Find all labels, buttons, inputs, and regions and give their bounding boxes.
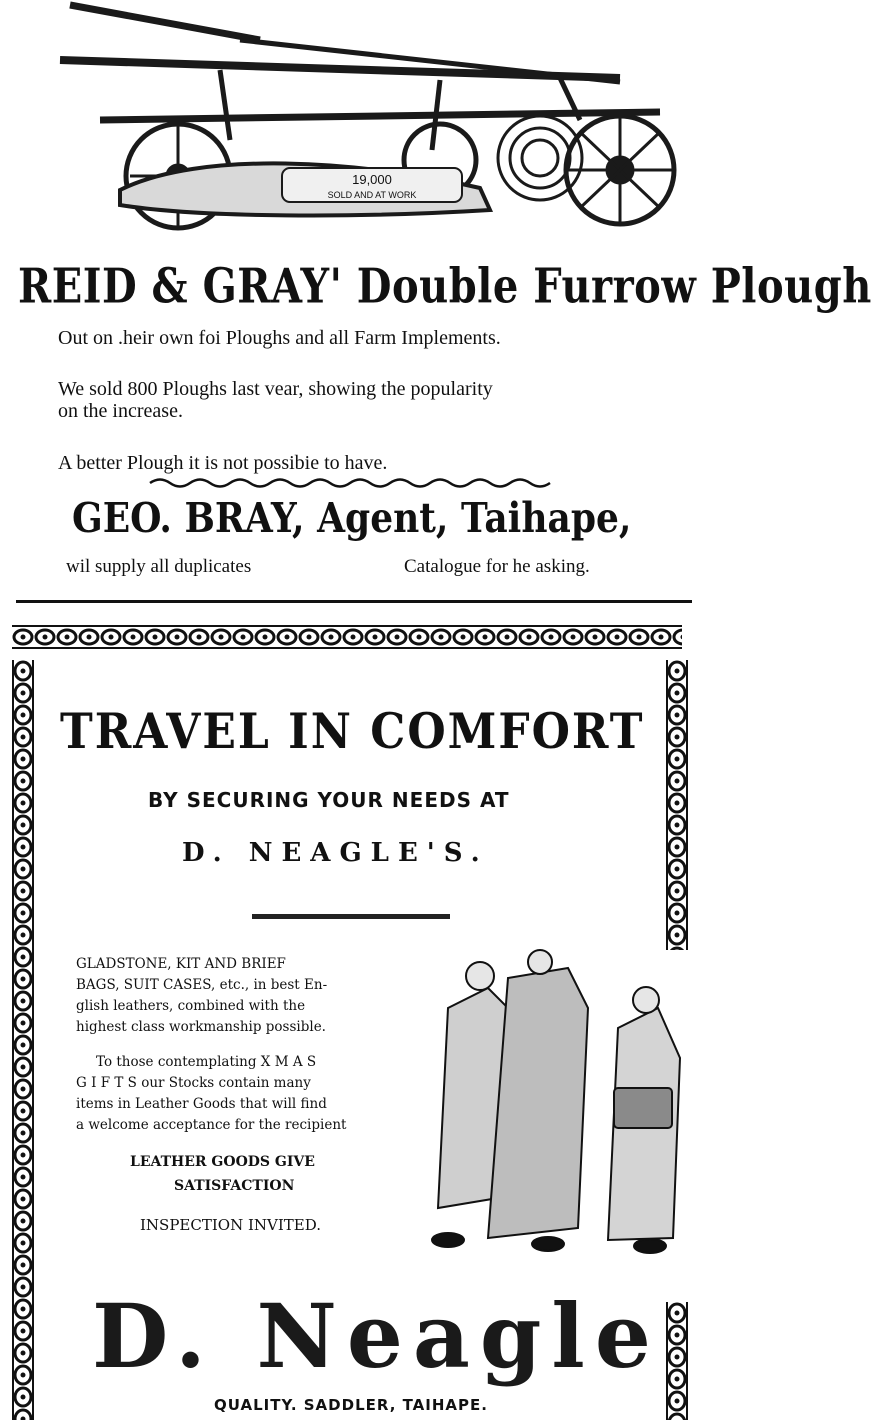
inspection-line: INSPECTION INVITED. [140, 1216, 321, 1234]
ornamental-border-right-lower [664, 1302, 690, 1420]
neagle-advertisement [0, 612, 700, 1423]
plough-line-better: A better Plough it is not possibie to have. [58, 452, 388, 474]
para1-line4: highest class workmanship possible. [76, 1019, 326, 1035]
ornamental-border-top [12, 622, 682, 652]
plough-headline: REID & GRAY' Double Furrow Plough [18, 258, 872, 315]
plate-lettering-count: 19,000 [352, 172, 392, 187]
para1-line1: GLADSTONE, KIT AND BRIEF [76, 956, 286, 972]
plough-line-sold: We sold 800 Ploughs last vear, showing the popularity [58, 378, 493, 400]
travel-headline: TRAVEL IN COMFORT [60, 704, 645, 761]
securing-line: BY SECURING YOUR NEEDS AT [148, 788, 510, 812]
heavy-rule [252, 914, 450, 919]
leather-goods-line: LEATHER GOODS GIVE [130, 1154, 315, 1170]
para2-line4: a welcome acceptance for the recipient [76, 1117, 347, 1133]
para2-line1: To those contemplating X M A S [96, 1054, 317, 1070]
footer-line: QUALITY. SADDLER, TAIHAPE. [214, 1396, 488, 1414]
travellers-illustration [418, 948, 688, 1256]
wavy-rule [150, 476, 560, 490]
section-divider [16, 600, 692, 603]
para2-line2: G I F T S our Stocks contain many [76, 1075, 311, 1091]
catalogue-line: Catalogue for he asking. [404, 556, 590, 577]
para1-line3: glish leathers, combined with the [76, 998, 306, 1014]
plough-illustration [60, 0, 680, 230]
plate-lettering-sold: SOLD AND AT WORK [327, 190, 417, 200]
agent-name: GEO. BRAY, Agent, Taihape, [72, 494, 632, 543]
shop-name-large: D. Neagle [92, 1284, 661, 1388]
plough-line-own: Out on .heir own foi Ploughs and all Farm Implements. [58, 327, 501, 349]
satisfaction-line: SATISFACTION [174, 1178, 295, 1194]
para1-line2: BAGS, SUIT CASES, etc., in best En- [76, 977, 328, 993]
plough-advertisement [0, 0, 872, 610]
para2-line3: items in Leather Goods that will find [76, 1096, 327, 1112]
ornamental-border-left [10, 660, 36, 1420]
plough-line-increase: on the increase. [58, 400, 183, 422]
ornamental-border-right-upper [664, 660, 690, 950]
duplicates-line: wil supply all duplicates [66, 556, 252, 577]
shop-name-spaced: D. NEAGLE'S. [182, 838, 489, 868]
